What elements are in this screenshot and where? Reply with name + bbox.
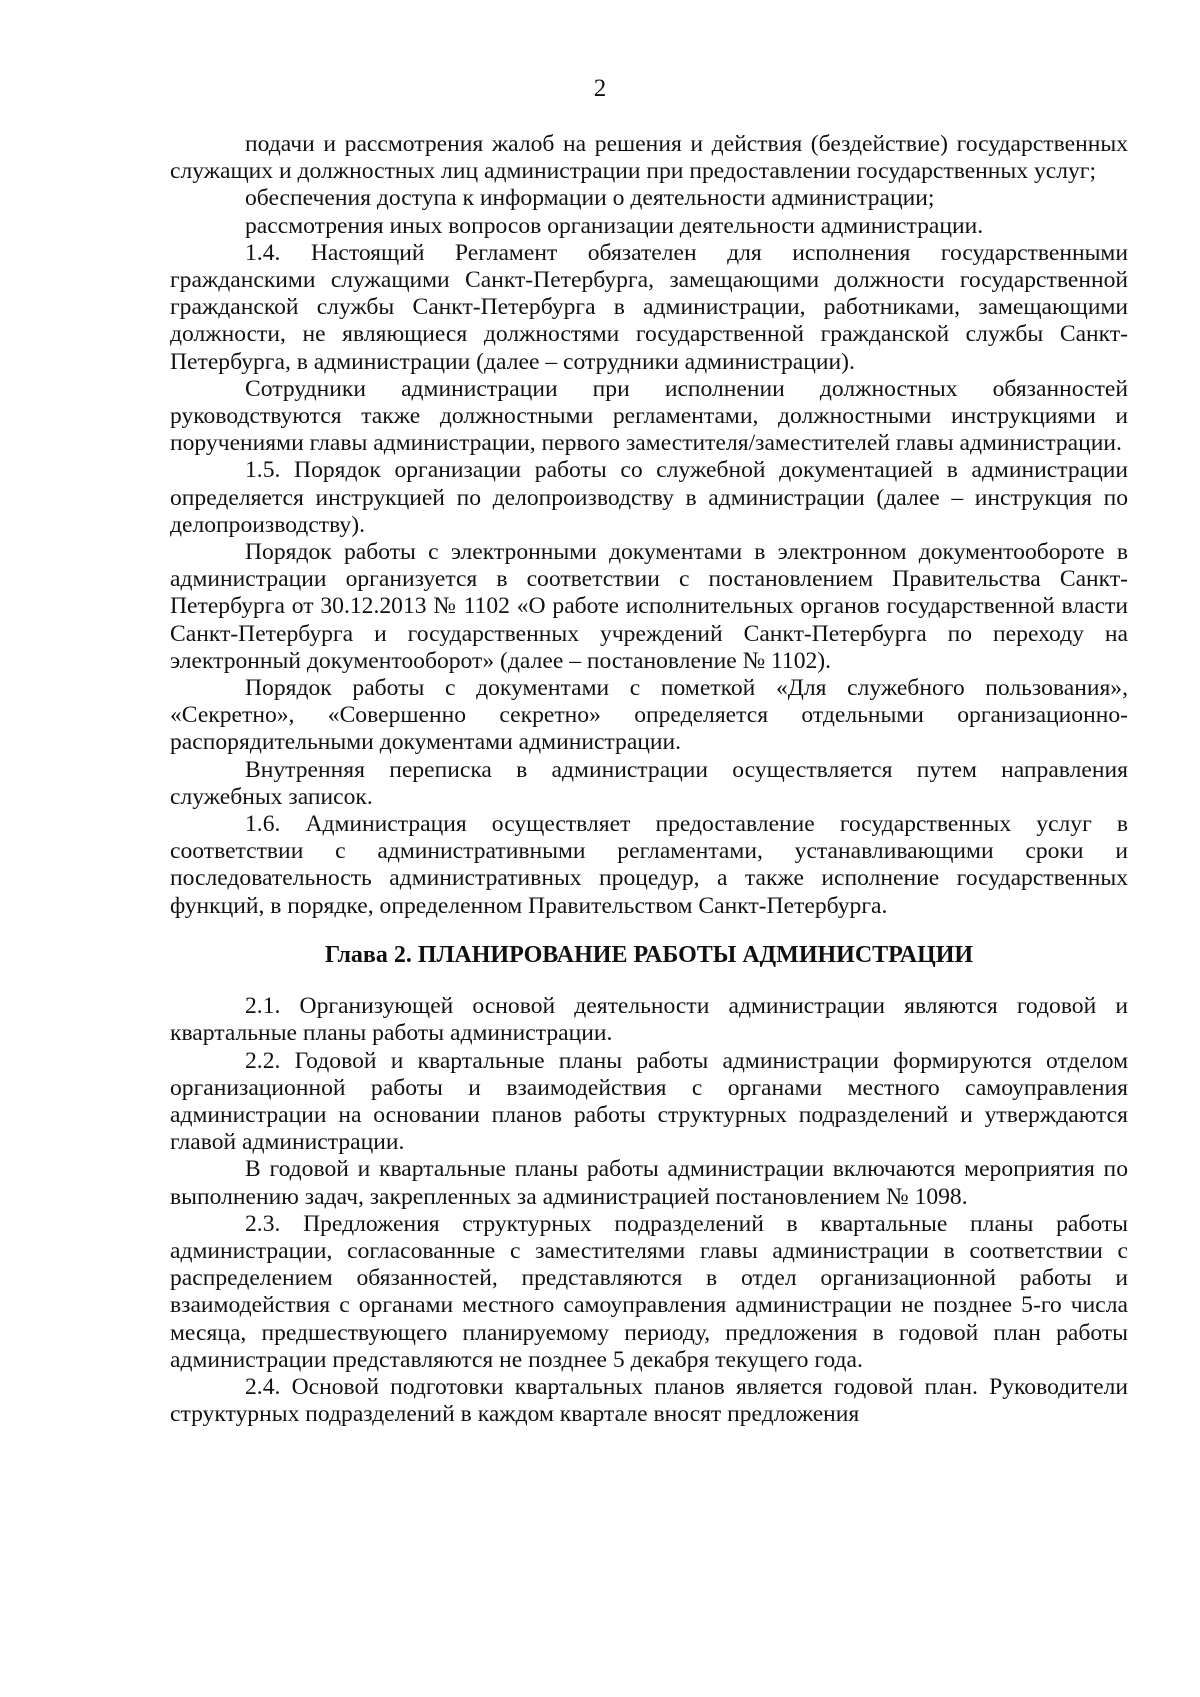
paragraph-1-6: 1.6. Администрация осуществляет предоставление государственных услуг в соответствии с административными регламентами, устанавливающими сроки и последовательность административных процедур, а также исполнение государственных функций, в порядке, определенном Правительством Санкт-Петербурга. (170, 811, 1128, 919)
paragraph-employees: Сотрудники администрации при исполнении должностных обязанностей руководствуются также должностными регламентами, должностными инструкциями и поручениями главы администрации, первого заместителя/заместителей главы администрации. (170, 375, 1128, 457)
page-number: 2 (593, 75, 607, 102)
paragraph-2-1: 2.1. Организующей основой деятельности администрации являются годовой и квартальные планы работы администрации. (170, 993, 1128, 1047)
paragraph-other-questions: рассмотрения иных вопросов организации деятельности администрации. (245, 212, 984, 239)
paragraph-restricted-documents: Порядок работы с документами с пометкой «Для служебного пользования», «Секретно», «Совершенно секретно» определяется отдельными организационно-распорядительными документами администрации. (170, 675, 1128, 756)
paragraph-2-2: 2.2. Годовой и квартальные планы работы администрации формируются отделом организационной работы и взаимодействия с органами местного самоуправления администрации на основании планов работы структурных подразделений и утверждаются главой администрации. (170, 1047, 1128, 1156)
paragraph-information-access: обеспечения доступа к информации о деятельности администрации; (245, 185, 935, 212)
document-body (170, 131, 1128, 1428)
paragraph-internal-correspondence: Внутренняя переписка в администрации осуществляется путем направления служебных записок. (170, 756, 1128, 810)
paragraph-1-5: 1.5. Порядок организации работы со служебной документацией в администрации определяется инструкцией по делопроизводству в администрации (далее – инструкция по делопроизводству). (170, 457, 1128, 538)
paragraph-2-3: 2.3. Предложения структурных подразделений в квартальные планы работы администрации, согласованные с заместителями главы администрации в соответствии с распределением обязанностей, представляются в отдел организационной работы и взаимодействия с органами местного самоуправления администрации не позднее 5-го числа месяца, предшествующего планируемому периоду, предложения в годовой план работы администрации представляются не позднее 5 декабря текущего года. (170, 1210, 1128, 1373)
paragraph-plan-measures: В годовой и квартальные планы работы администрации включаются мероприятия по выполнению задач, закрепленных за администрацией постановлением № 1098. (170, 1156, 1128, 1210)
paragraph-complaints: подачи и рассмотрения жалоб на решения и действия (бездействие) государственных служащих и должностных лиц администрации при предоставлении государственных услуг; (170, 131, 1128, 185)
paragraph-electronic-documents: Порядок работы с электронными документами в электронном документообороте в администрации организуется в соответствии с постановлением Правительства Санкт-Петербурга от 30.12.2013 № 1102 «О работе исполнительных органов государственной власти Санкт-Петербурга и государственных учреждений Санкт-Петербурга по переходу на электронный документооборот» (далее – постановление № 1102). (170, 539, 1128, 674)
paragraph-1-4: 1.4. Настоящий Регламент обязателен для исполнения государственными гражданскими служащими Санкт-Петербурга, замещающими должности государственной гражданской службы Санкт-Петербурга в администрации, работниками, замещающими должности, не являющиеся должностями государственной гражданской службы Санкт-Петербурга, в администрации (далее – сотрудники администрации). (170, 239, 1128, 375)
paragraph-2-4: 2.4. Основой подготовки квартальных планов является годовой план. Руководители структурных подразделений в каждом квартале вносят предложения (170, 1373, 1128, 1428)
chapter-title: Глава 2. ПЛАНИРОВАНИЕ РАБОТЫ АДМИНИСТРАЦИИ (324, 941, 974, 968)
